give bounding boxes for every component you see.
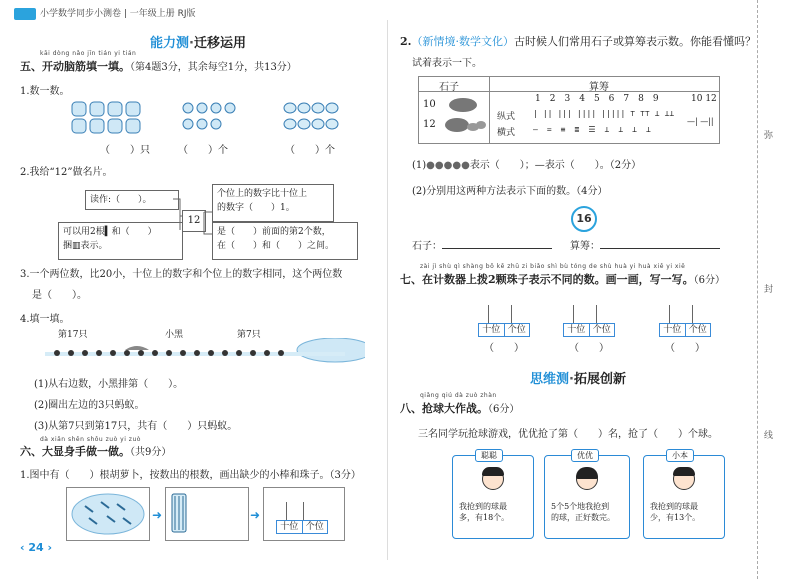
binding-line (757, 0, 759, 579)
q5-3-answer[interactable]: 是（ ）。 (32, 290, 87, 301)
q2-2: (2)分别用这两种方法表示下面的数。（4分） (412, 186, 608, 197)
series-logo (14, 8, 36, 20)
card-sticks-box[interactable]: 可以用2根▍和（ ） 捆▥表示。 (58, 222, 183, 260)
boy-avatar (673, 468, 695, 490)
abacus-3[interactable]: 十位 个位 （ ） (659, 305, 711, 354)
header-series: 小学数学同步小测卷 | 一年级上册 RJ版 (40, 9, 196, 19)
boy-avatar (482, 468, 504, 490)
card-digit-compare-box[interactable]: 个位上的数字比十位上 的数字（ ）1。 (212, 184, 334, 222)
kid-name: 优优 (571, 449, 599, 462)
kid-speech: 5个5个地我抢到 的球，正好数完。 (551, 502, 615, 522)
edge-char-mi: 弥 (764, 131, 774, 141)
arrow-icon: ➜ (152, 508, 163, 522)
q8-pinyin: qiǎng qiú dà zuò zhàn (420, 392, 497, 399)
rod-horizontal-label: 横式 (497, 128, 516, 138)
card-number: 12 (182, 210, 206, 232)
stones-rods-table (418, 76, 720, 144)
q5-2: 2.我给“12”做名片。 (20, 167, 113, 178)
abacus-rod (286, 502, 287, 520)
kid-name: 聪聪 (475, 449, 503, 462)
section-title-ability: 能力测·迁移运用 (150, 36, 246, 51)
edge-char-feng: 封 (764, 285, 774, 295)
kid-card-xiaoben (643, 451, 725, 539)
arrow-icon: ➜ (250, 508, 261, 522)
rod-extra-10-12: 10 12 (691, 94, 717, 104)
ants-image (45, 338, 365, 364)
q2-try: 试着表示一下。 (412, 58, 482, 69)
rod-numbers: 1 2 3 4 5 6 7 8 9 (535, 94, 659, 104)
stones-image (439, 95, 487, 139)
number-16-circle: 16 (571, 206, 597, 232)
rod-answer-line[interactable] (600, 248, 720, 249)
kid-card-youyou (544, 451, 630, 539)
abacus-1[interactable]: 十位 个位 （ ） (478, 305, 530, 354)
eggs-image (282, 100, 342, 136)
q7-title: 七、在计数器上拨2颗珠子表示不同的数。画一画，写一写。（6分） (400, 273, 726, 286)
q5-4-1[interactable]: (1)从右边数，小黑排第（ ）。 (34, 379, 184, 390)
rod-horizontal-glyphs: — = ≡ ≣ ☰ ⊥ ⊥ ⊥ ⊥ (533, 125, 651, 134)
row-label-10: 10 (423, 99, 436, 110)
kid-card-congcong (452, 451, 534, 539)
kid-name: 小本 (666, 449, 694, 462)
candy-image (178, 100, 248, 136)
q5-title: 五、开动脑筋填一填。（第4题3分，其余每空1分，共13分） (20, 60, 297, 73)
stone-answer-line[interactable] (442, 248, 552, 249)
rod-label: 算筹： (570, 241, 600, 252)
q7-pinyin: zài jì shù qì shàng bō kē zhū zi biǎo shì bù tóng de shù huà yi huà xiě yi xiě (420, 263, 686, 270)
rod-vertical-label: 纵式 (497, 112, 516, 122)
q2-title: 2.（新情境·数学文化）古时候人们常用石子或算筹表示数。你能看懂吗？ (400, 35, 756, 48)
ant-label-7: 第7只 (237, 330, 261, 340)
rod-vertical-glyphs: | || ||| |||| ||||| ⊤ ⊤⊤ ⊥ ⊥⊥ (533, 109, 675, 118)
q8-title: 八、抢球大作战。（6分） (400, 402, 520, 415)
carrots-image (66, 487, 150, 541)
q5-pinyin: kāi dòng nǎo jīn tián yi tián (40, 50, 137, 57)
card-read-box[interactable]: 读作:（ ）。 (85, 190, 179, 210)
ant-label-17: 第17只 (58, 330, 88, 340)
q8-text[interactable]: 三名同学玩抢球游戏，优优抢了第（ ）名，抢了（ ）个球。 (418, 429, 718, 440)
girl-avatar (576, 468, 598, 490)
count-answer-gloves[interactable]: （ ）只 (100, 145, 150, 156)
abacus-rod (303, 502, 304, 520)
q6-1: 1.图中有（ ）根胡萝卜，按数出的根数，画出缺少的小棒和珠子。（3分） (20, 470, 361, 481)
section-title-thinking: 思维测·拓展创新 (530, 372, 626, 387)
gloves-image (70, 100, 150, 136)
sticks-image[interactable] (165, 487, 249, 541)
edge-char-xian: 线 (764, 431, 774, 441)
q5-3: 3.一个两位数，比20小，十位上的数字和个位上的数字相同，这个两位数 (20, 269, 343, 280)
q5-4: 4.填一填。 (20, 314, 70, 325)
count-answer-eggs[interactable]: （ ）个 (285, 145, 335, 156)
count-answer-candy[interactable]: （ ）个 (178, 145, 228, 156)
table-head-stone: 石子 (439, 82, 459, 93)
row-label-12: 12 (423, 119, 436, 130)
abacus-2[interactable]: 十位 个位 （ ） (563, 305, 615, 354)
ant-label-xiaohei: 小黑 (165, 330, 184, 340)
kid-speech: 我抢到的球最 多，有18个。 (459, 502, 510, 522)
kid-speech: 我抢到的球最 少，有13个。 (650, 502, 701, 522)
table-head-rod: 算筹 (589, 82, 609, 93)
q5-4-2[interactable]: (2)圈出左边的3只蚂蚁。 (34, 400, 145, 411)
q6-title: 六、大显身手做一做。（共9分） (20, 445, 172, 458)
abacus-draw-area[interactable] (263, 487, 345, 541)
q5-4-3[interactable]: (3)从第7只到第17只，共有（ ）只蚂蚁。 (34, 421, 238, 432)
page-divider (387, 20, 388, 560)
card-neighbors-box[interactable]: 是（ ）前面的第2个数， 在（ ）和（ ）之间。 (212, 222, 358, 260)
q2-1[interactable]: (1)●●●●●表示（ ）；—表示（ ）。（2分） (412, 160, 642, 171)
q5-1: 1.数一数。 (20, 86, 70, 97)
page-number: ‹ 24 › (20, 541, 53, 554)
card-connectors (172, 196, 214, 242)
rod-extra-glyphs: —| —|| (687, 117, 714, 126)
stone-label: 石子： (412, 241, 442, 252)
q6-pinyin: dà xiǎn shēn shǒu zuò yi zuò (40, 436, 141, 443)
abacus-base: 十位 个位 (276, 520, 328, 534)
